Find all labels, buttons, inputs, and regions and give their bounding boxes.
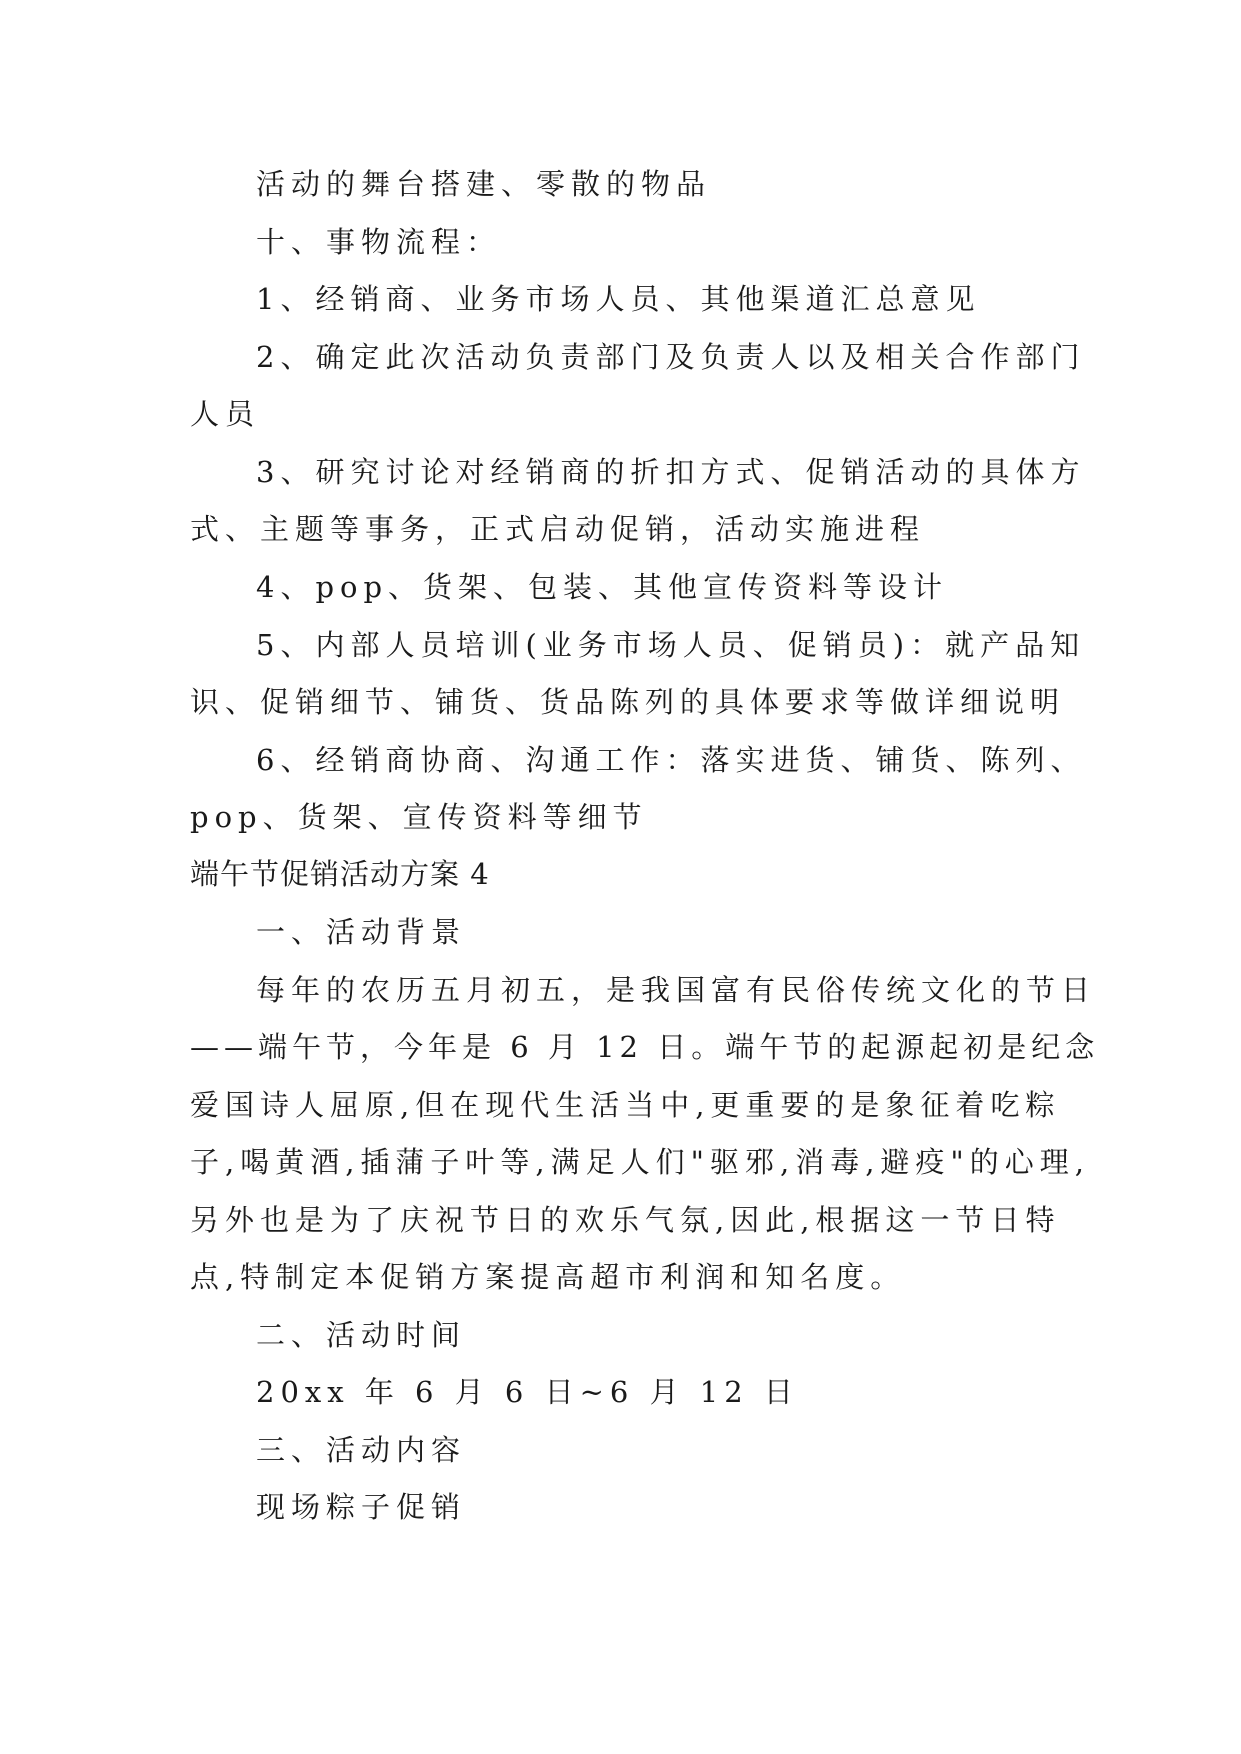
list-item-line: 5、内部人员培训(业务市场人员、促销员)：就产品知: [256, 628, 1086, 662]
document-title: 端午节促销活动方案 4: [190, 857, 490, 891]
paragraph-line: 爱国诗人屈原,但在现代生活当中,更重要的是象征着吃粽: [190, 1088, 1061, 1122]
paragraph-line: ——端午节，今年是 6 月 12 日。端午节的起源起初是纪念: [190, 1030, 1100, 1064]
list-item-line: 式、主题等事务，正式启动促销，活动实施进程: [190, 512, 926, 546]
section-heading: 十、事物流程：: [256, 225, 502, 259]
section-heading: 二、活动时间: [256, 1318, 467, 1352]
paragraph-line: 每年的农历五月初五，是我国富有民俗传统文化的节日: [256, 973, 1097, 1007]
list-item-line: 1、经销商、业务市场人员、其他渠道汇总意见: [256, 282, 981, 316]
paragraph-line: 子,喝黄酒,插蒲子叶等,满足人们"驱邪,消毒,避疫"的心理,: [190, 1145, 1090, 1179]
list-item-line: 3、研究讨论对经销商的折扣方式、促销活动的具体方: [256, 455, 1086, 489]
list-item-line: 6、经销商协商、沟通工作：落实进货、铺货、陈列、: [256, 743, 1086, 777]
paragraph-line: 现场粽子促销: [256, 1490, 467, 1524]
date-range: 20xx 年 6 月 6 日~6 月 12 日: [256, 1375, 799, 1409]
list-item-line: 人员: [190, 397, 261, 431]
list-item-line: pop、货架、宣传资料等细节: [190, 800, 648, 834]
list-item-line: 2、确定此次活动负责部门及负责人以及相关合作部门: [256, 340, 1086, 374]
paragraph-line: 点,特制定本促销方案提高超市利润和知名度。: [190, 1260, 906, 1294]
section-heading: 一、活动背景: [256, 915, 467, 949]
list-item-line: 4、pop、货架、包装、其他宣传资料等设计: [256, 570, 949, 604]
list-item-line: 识、促销细节、铺货、货品陈列的具体要求等做详细说明: [190, 685, 1066, 719]
paragraph-line: 另外也是为了庆祝节日的欢乐气氛,因此,根据这一节日特: [190, 1203, 1061, 1237]
paragraph-line: 活动的舞台搭建、零散的物品: [256, 167, 712, 201]
section-heading: 三、活动内容: [256, 1433, 467, 1467]
